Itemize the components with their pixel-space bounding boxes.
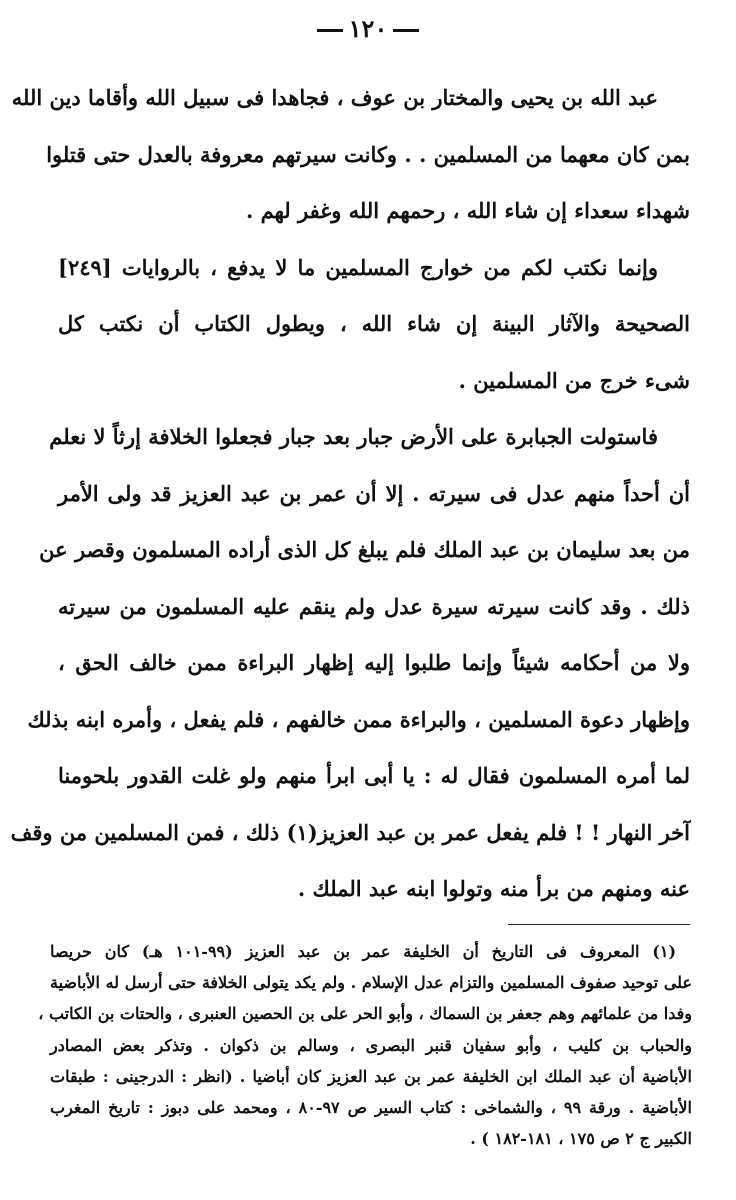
text-line: آخر النهار ! ! فلم يفعل عمر بن عبد العزيز(١) ذلك ، فمن المسلمين من وقف — [10, 819, 690, 845]
page-number: ١٢٠ — [348, 14, 388, 43]
text-line: لما أمره المسلمون فقال له : يا أبى ابرأ منهم ولو غلت القدور بلحومنا — [58, 763, 690, 788]
footnote-line: الأباضية أن عبد الملك ابن الخليفة عمر بن عبد العزيز كان أباضيا . (انظر : الدرجينى : طبقات — [50, 1066, 692, 1086]
text-line: ولا من أحكامه شيئاً وإنما طلبوا إليه إظهار البراءة ممن خالف الحق ، — [58, 650, 690, 675]
text-line: من بعد سليمان بن عبد الملك فلم يبلغ كل الذى أراده المسلمون وقصر عن — [39, 537, 690, 562]
text-line: فاستولت الجبابرة على الأرض جبار بعد جبار فجعلوا الخلافة إرثاً لا نعلم — [49, 424, 658, 449]
footnote-divider — [508, 924, 690, 925]
text-line: بمن كان معهما من المسلمين . . وكانت سيرتهم معروفة بالعدل حتى قتلوا — [46, 141, 690, 167]
footnote-line: الأباضية . ورقة ٩٩ ، والشماخى : كتاب السير ص ٩٧-٨٠ ، ومحمد على دبوز : تاريخ المغرب — [50, 1097, 692, 1117]
text-line: الصحيحة والآثار البينة إن شاء الله ، ويطول الكتاب أن نكتب كل — [58, 311, 690, 336]
header-dash-right — [393, 29, 419, 32]
header-dash-left — [317, 29, 343, 32]
text-line: شهداء سعداء إن شاء الله ، رحمهم الله وغفر لهم . — [246, 198, 690, 223]
text-line: شىء خرج من المسلمين . — [458, 367, 690, 393]
text-line: وإنما نكتب لكم من خوارج المسلمين ما لا يدفع ، بالروايات [٢٤٩] — [58, 254, 658, 280]
footnote-line: على توحيد صفوف المسلمين والتزام عدل الإسلام . ولم يكد يتولى الخلافة حتى أرسل له الأباضية — [50, 973, 692, 993]
footnote-line: (١) المعروف فى التاريخ أن الخليفة عمر بن عبد العزيز (٩٩-١٠١ هـ) كان حريصا — [50, 942, 677, 961]
footnote-line: والحباب بن كليب ، وأبو سفيان قنبر البصرى ، وسالم بن ذكوان . وتذكر بعض المصادر — [50, 1035, 692, 1055]
footnote-line: الكبير ج ٢ ص ١٧٥ ، ١٨١-١٨٢ ) . — [470, 1129, 692, 1149]
footnotes — [38, 936, 692, 1154]
text-line: وإظهار دعوة المسلمين ، والبراءة ممن خالفهم ، فلم يفعل ، وأمره ابنه بذلك — [27, 706, 690, 732]
page-header — [0, 14, 736, 43]
footnote-line: وفدا من علمائهم وهم جعفر بن السماك ، وأبو الحر على بن الحصين العنبرى ، والحتات بن الكاتب ، — [38, 1004, 692, 1024]
text-line: عبد الله بن يحيى والمختار بن عوف ، فجاهدا فى سبيل الله وأقاما دين الله — [11, 85, 658, 110]
text-line: أن أحداً منهم عدل فى سيرته . إلا أن عمر بن عبد العزيز قد ولى الأمر — [58, 480, 690, 506]
text-line: عنه ومنهم من برأ منه وتولوا ابنه عبد الملك . — [297, 876, 690, 901]
main-text — [10, 70, 690, 918]
text-line: ذلك . وقد كانت سيرته سيرة عدل ولم ينقم عليه المسلمون من سيرته — [58, 593, 690, 619]
